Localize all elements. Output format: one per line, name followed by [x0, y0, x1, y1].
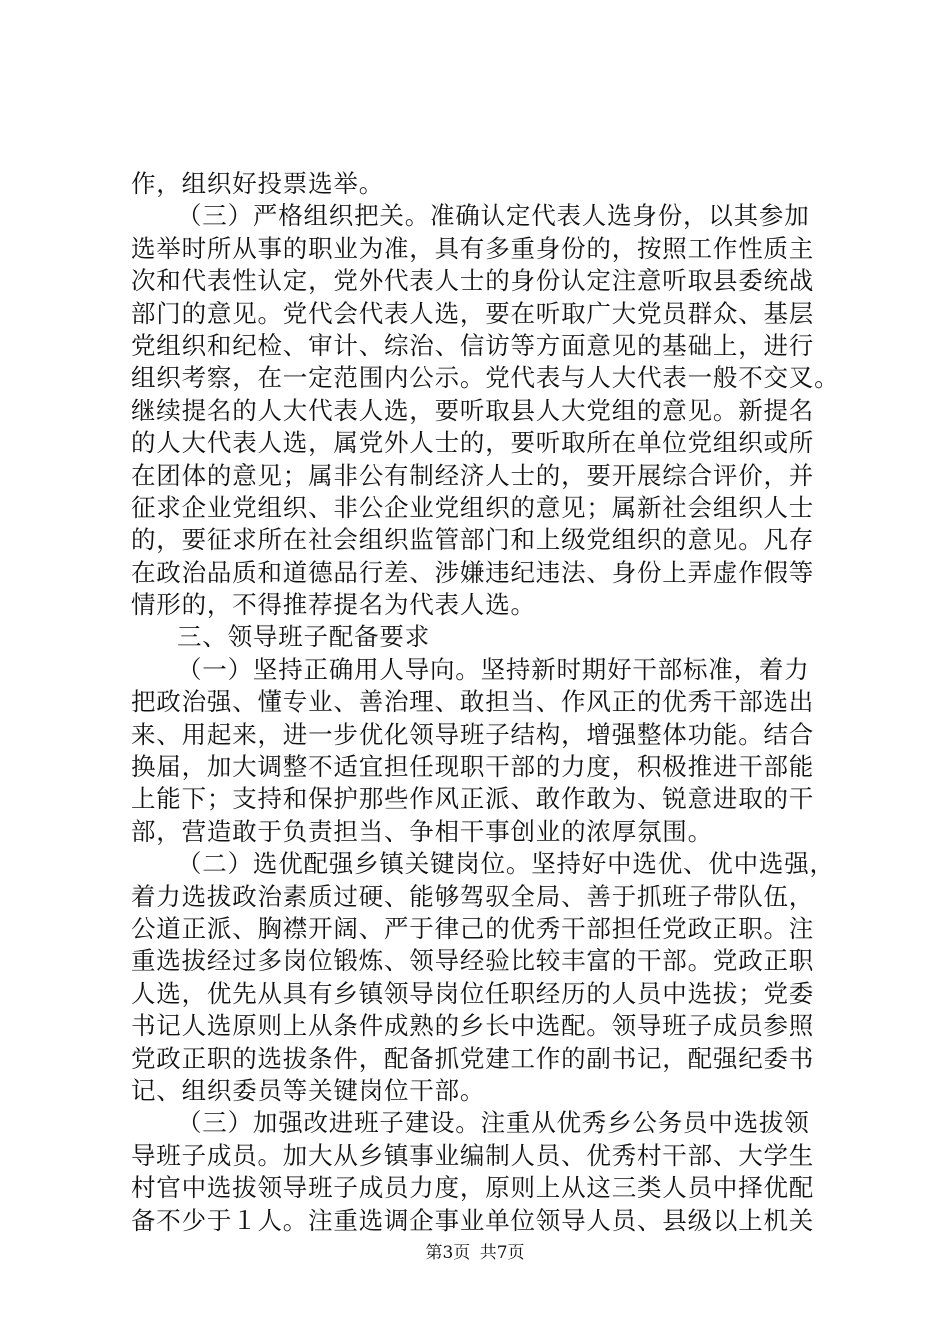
text-line: 导班子成员。加大从乡镇事业编制人员、优秀村干部、大学生 — [131, 1140, 815, 1170]
page-number: 第3页 — [425, 1243, 471, 1263]
text-line: 备不少于１人。注重选调企事业单位领导人员、县级以上机关 — [131, 1205, 815, 1235]
page-footer — [0, 1242, 950, 1264]
text-line: 村官中选拔领导班子成员力度，原则上从这三类人员中择优配 — [131, 1173, 815, 1203]
text-line: 换届，加大调整不适宜担任现职干部的力度，积极推进干部能 — [131, 752, 815, 782]
text-line: 继续提名的人大代表人选，要听取县人大党组的意见。新提名 — [131, 395, 815, 425]
text-line: （一）坚持正确用人导向。坚持新时期好干部标准，着力 — [177, 654, 810, 684]
document-body — [131, 168, 840, 1237]
text-line: 着力选拔政治素质过硬、能够驾驭全局、善于抓班子带队伍， — [131, 881, 815, 911]
text-line: 书记人选原则上从条件成熟的乡长中选配。领导班子成员参照 — [131, 1011, 815, 1041]
text-line: 的人大代表人选，属党外人士的，要听取所在单位党组织或所 — [131, 428, 815, 458]
text-line: 次和代表性认定，党外代表人士的身份认定注意听取县委统战 — [131, 266, 815, 296]
text-line: 选举时所从事的职业为准，具有多重身份的，按照工作性质主 — [131, 233, 815, 263]
text-line: 部，营造敢于负责担当、争相干事创业的浓厚氛围。 — [131, 816, 713, 846]
text-line: 部门的意见。党代会代表人选，要在听取广大党员群众、基层 — [131, 298, 815, 328]
text-line: 党政正职的选拔条件，配备抓党建工作的副书记，配强纪委书 — [131, 1043, 815, 1073]
text-line: 在团体的意见；属非公有制经济人士的，要开展综合评价，并 — [131, 460, 815, 490]
text-line: 重选拔经过多岗位锻炼、领导经验比较丰富的干部。党政正职 — [131, 946, 815, 976]
text-line: （三）加强改进班子建设。注重从优秀乡公务员中选拔领 — [177, 1108, 810, 1138]
text-line: 来、用起来，进一步优化领导班子结构，增强整体功能。结合 — [131, 719, 815, 749]
page-total: 共7页 — [479, 1243, 525, 1263]
text-line: 党组织和纪检、审计、综治、信访等方面意见的基础上，进行 — [131, 330, 815, 360]
text-line: 把政治强、懂专业、善治理、敢担当、作风正的优秀干部选出 — [131, 687, 815, 717]
text-line: 公道正派、胸襟开阔、严于律己的优秀干部担任党政正职。注 — [131, 913, 815, 943]
text-line: 的，要征求所在社会组织监管部门和上级党组织的意见。凡存 — [131, 525, 815, 555]
text-line: 在政治品质和道德品行差、涉嫌违纪违法、身份上弄虚作假等 — [131, 557, 815, 587]
text-line: 组织考察，在一定范围内公示。党代表与人大代表一般不交叉。 — [131, 363, 840, 393]
text-line: 征求企业党组织、非公企业党组织的意见；属新社会组织人士 — [131, 492, 815, 522]
text-line: 记、组织委员等关键岗位干部。 — [131, 1075, 486, 1105]
text-line: 作，组织好投票选举。 — [131, 169, 384, 198]
text-line: （三）严格组织把关。准确认定代表人选身份，以其参加 — [177, 201, 810, 231]
text-line: 上能下；支持和保护那些作风正派、敢作敢为、锐意进取的干 — [131, 784, 815, 814]
text-line: 人选，优先从具有乡镇领导岗位任职经历的人员中选拔；党委 — [131, 978, 815, 1008]
text-line: 情形的，不得推荐提名为代表人选。 — [131, 590, 536, 620]
text-line: （二）选优配强乡镇关键岗位。坚持好中选优、优中选强， — [177, 849, 835, 879]
section-heading: 三、领导班子配备要求 — [177, 622, 430, 652]
